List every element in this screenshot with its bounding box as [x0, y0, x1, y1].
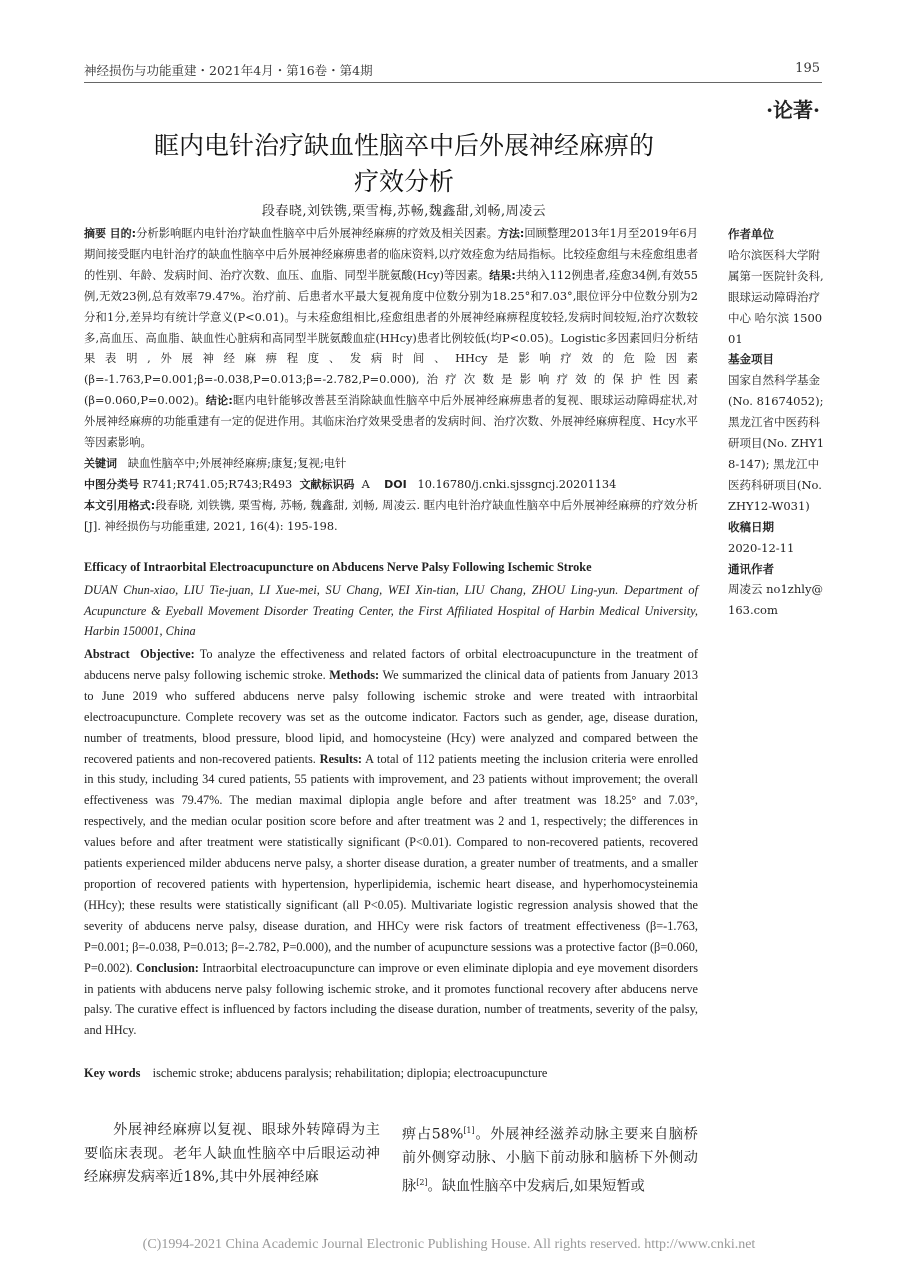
unit-text: 哈尔滨医科大学附属第一医院针灸科,眼球运动障碍治疗中心 哈尔滨 150001: [728, 247, 824, 346]
reference-1: [1]: [463, 1126, 475, 1135]
en-keywords-label: Key words: [84, 1066, 141, 1080]
conclusion-text: 眶内电针能够改善甚至消除缺血性脑卒中后外展神经麻痹患者的复视、眼球运动障碍症状,对外展神经麻痹的功能重建有一定的促进作用。其临床治疗效果受患者的发病时间、治疗次数、外展神经麻痹程度、Hcy水平等因素影响。: [84, 394, 698, 450]
title-line-2: 疗效分析: [353, 167, 454, 196]
copyright-footer: (C)1994-2021 China Academic Journal Electronic Publishing House. All rights reserved. http://www.cnki.net: [142, 1237, 756, 1252]
corresponding-label: 通讯作者: [728, 561, 774, 576]
clc-text: R741;R741.05;R743;R493: [142, 477, 293, 491]
english-title: Efficacy of Intraorbital Electroacupuncture on Abducens Nerve Palsy Following Ischemic Stroke: [84, 560, 592, 574]
citation-line: [84, 496, 698, 538]
body-text-2c: 。缺血性脑卒中发病后,如果短暂或: [427, 1178, 645, 1195]
column-tag: ·论著·: [766, 98, 820, 122]
en-conclusion-label: Conclusion:: [136, 960, 199, 975]
body-text-2a: 痹占58%: [402, 1126, 464, 1143]
doc-code-label: 文献标识码: [299, 477, 355, 491]
paper-title: [84, 128, 724, 200]
keywords-line: [84, 454, 698, 475]
clc-label: 中图分类号: [84, 477, 139, 491]
objective-label: 目的:: [109, 227, 137, 240]
english-abstract: [84, 644, 698, 1041]
english-authors: DUAN Chun-xiao, LIU Tie-juan, LI Xue-mei, SU Chang, WEI Xin-tian, LIU Chang, ZHOU Ling-yun. Department of Acupuncture & Eyeball Movement Disorder Treating Center, the First Affiliated Hospital of Harbin Medical University, Harbin 150001, China: [84, 583, 698, 639]
keywords-label: 关键词: [84, 456, 117, 470]
results-text: 共纳入112例患者,痊愈34例,有效55例,无效23例,总有效率79.47%。治疗前、后患者水平最大复视角度中位数分别为18.25°和7.03°,眼位评分中位数分别为2分和1分,差异均有统计学意义(P<0.01)。与未痊愈组相比,痊愈组患者的外展神经麻痹程度较轻,发病时间较短,治疗次数较多,高血压、高血脂、缺血性心脏病和高同型半胱氨酸血症(HHcy)患者比例较低(均P<0.05)。Logistic多因素回归分析结果表明,外展神经麻痹程度、发病时间、HHcy是影响疗效的危险因素(β=-1.763,P=0.001;β=-0.038,P=0.013;β=-2.782,P=0.000),治疗次数是影响疗效的保护性因素(β=0.060,P=0.002)。: [84, 268, 698, 408]
en-methods-text: We summarized the clinical data of patients from January 2013 to June 2019 who suffered abducens nerve palsy following ischemic stroke and were treated with intraorbital electroacupuncture. Complete recovery was set as the outcome indicator. Factors such as gender, age, disease duration, number of treatments, blood pressure, blood lipid, and homocysteine (Hcy) were analyzed and compared between the recovered patients and non-recovered patients.: [84, 667, 698, 766]
en-objective-text: To analyze the effectiveness and related factors of orbital electroacupuncture in the treatment of abducens nerve palsy following ischemic stroke.: [84, 647, 698, 682]
en-abstract-label: Abstract: [84, 647, 130, 661]
classification-line: [84, 475, 698, 496]
sidebar: [728, 224, 824, 621]
unit-label: 作者单位: [728, 227, 774, 241]
methods-label: 方法:: [497, 227, 525, 240]
citation-label: 本文引用格式:: [84, 498, 156, 512]
chinese-abstract: [84, 224, 698, 538]
en-conclusion-text: Intraorbital electroacupuncture can improve or even eliminate diplopia and eye movement disorders in patients with abducens nerve palsy following ischemic stroke, and it promotes functional recovery after abducens nerve palsy. The curative effect is influenced by factors including the disease duration, number of treatments, severity of the palsy, and HHcy.: [84, 960, 698, 1038]
body-column-2: [402, 1119, 698, 1199]
doc-code-text: A: [361, 477, 370, 491]
en-results-label: Results:: [319, 751, 362, 766]
body-text-2b: 。外展神经滋养动脉主要来自脑桥前外侧穿动脉、小脑下前动脉和脑桥下外侧动脉: [402, 1126, 698, 1195]
header-rule: [84, 82, 822, 83]
citation-text: 段春晓, 刘铁镌, 栗雪梅, 苏畅, 魏鑫甜, 刘畅, 周凌云. 眶内电针治疗缺血性脑卒中后外展神经麻痹的疗效分析[J]. 神经损伤与功能重建, 2021, 16(4): 195-198.: [84, 498, 699, 533]
body-column-1: [84, 1119, 380, 1190]
english-keywords: [84, 1066, 698, 1081]
title-line-1: 眶内电针治疗缺血性脑卒中后外展神经麻痹的: [153, 131, 654, 160]
keywords-text: 缺血性脑卒中;外展神经麻痹;康复;复视;电针: [127, 456, 347, 470]
page-number: 195: [795, 61, 820, 76]
fund-text: 国家自然科学基金(No. 81674052); 黑龙江省中医药科研项目(No. ZHY18-147); 黑龙江中医药科研项目(No. ZHY12-W031): [728, 373, 825, 513]
conclusion-label: 结论:: [205, 394, 233, 408]
authors: 段春晓,刘铁镌,栗雪梅,苏畅,魏鑫甜,刘畅,周凌云: [261, 204, 547, 219]
doi-label: DOI: [384, 477, 407, 491]
fund-label: 基金项目: [728, 352, 774, 367]
methods-text: 回顾整理2013年1月至2019年6月期间接受眶内电针治疗的缺血性脑卒中后外展神经麻痹患者的临床资料,以疗效痊愈为结局指标。比较痊愈组与未痊愈组患者的性别、年龄、发病时间、治疗次数、血压、血脂、同型半胱氨酸(Hcy)等因素。: [84, 227, 698, 282]
objective-text: 分析影响眶内电针治疗缺血性脑卒中后外展神经麻痹的疗效及相关因素。: [136, 227, 498, 240]
received-label: 收稿日期: [728, 519, 774, 534]
abstract-label: 摘要: [84, 227, 107, 240]
results-label: 结果:: [489, 268, 516, 282]
en-keywords-text: ischemic stroke; abducens paralysis; rehabilitation; diplopia; electroacupuncture: [152, 1066, 548, 1080]
en-objective-label: Objective:: [140, 647, 195, 661]
journal-header: 神经损伤与功能重建・2021年4月・第16卷・第4期: [84, 63, 373, 78]
received-date: 2020-12-11: [728, 540, 795, 555]
doi-text: 10.16780/j.cnki.sjssgncj.20201134: [417, 477, 617, 491]
body-text-1: 外展神经麻痹以复视、眼球外转障碍为主要临床表现。老年人缺血性脑卒中后眼运动神经麻痹发病率近18%,其中外展神经麻: [84, 1122, 380, 1185]
corresponding-text: 周凌云 no1zhly@163.com: [728, 582, 823, 618]
reference-2: [2]: [416, 1177, 428, 1187]
en-methods-label: Methods:: [329, 667, 380, 682]
en-results-text: A total of 112 patients meeting the inclusion criteria were enrolled in this study, including 34 cured patients, 55 patients with improvement, and 23 patients without improvement; the overall effectiveness was 79.47%. The median maximal diplopia angle before and after treatment was 18.25° and 7.03°, respectively, and the median ocular position score before and after treatment was 2 and 1, respectively; the differences in values before and after treatment were statistically significant (P<0.01). Compared to non-recovered patients, recovered patients experienced milder abducens nerve palsy, a shorter disease duration, a greater number of treatments, and a smaller proportion of recovered patients with hypertension, hyperlipidemia, ischemic heart disease, and hyperhomocysteinemia (HHcy); these results were statistically significant (all P<0.05). Multivariate logistic regression analysis showed that the severity of abducens nerve palsy, disease duration, and HHCy were risk factors of treatment effectiveness (β=-1.763, P=0.001; β=-0.038, P=0.013; β=-2.782, P=0.000), and the number of acupuncture sessions was a protective factor (β=0.060, P=0.002).: [84, 751, 698, 975]
